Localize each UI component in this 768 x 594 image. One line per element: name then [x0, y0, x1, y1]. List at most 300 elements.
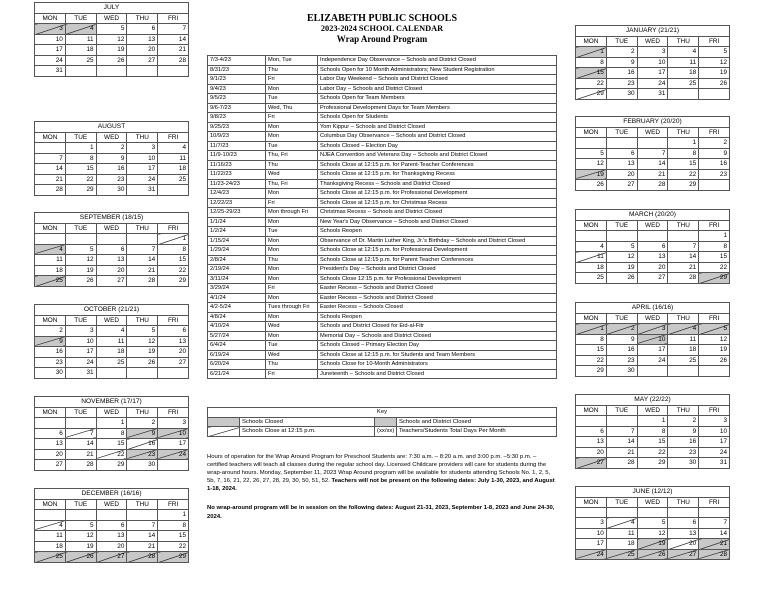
- hours-note: [207, 453, 557, 493]
- day-cell: 22: [668, 169, 699, 180]
- day-cell: 6: [96, 520, 127, 531]
- event-row: [208, 151, 557, 161]
- event-row: [208, 265, 557, 275]
- day-cell: 22: [576, 355, 607, 366]
- day-cell: 18: [96, 347, 127, 358]
- day-cell: 22: [158, 265, 189, 276]
- day-cell: 29: [699, 273, 730, 284]
- day-cell: 25: [65, 55, 96, 66]
- day-cell: 5: [606, 241, 637, 252]
- event-description: Observance of Dr. Martin Luther King, Jr.'s Birthday – Schools and District Closed: [318, 236, 557, 246]
- day-cell: 11: [158, 153, 189, 164]
- calendar-year-title: 2023-2024 SCHOOL CALENDAR: [320, 24, 444, 33]
- weekday-header: WED: [96, 315, 127, 326]
- day-cell: 13: [668, 528, 699, 539]
- event-row: [208, 189, 557, 199]
- key-swatch-district-closed: [375, 417, 397, 427]
- day-cell: 20: [158, 347, 189, 358]
- day-cell: 21: [127, 541, 158, 552]
- day-cell: 22: [96, 449, 127, 460]
- day-cell: 28: [35, 185, 66, 196]
- day-cell: [158, 460, 189, 471]
- event-day: Mon: [266, 84, 318, 94]
- day-cell: 31: [699, 458, 730, 469]
- month-title: JANUARY (21/21): [576, 26, 730, 37]
- event-description: Thanksgiving Recess – Schools and District Closed: [318, 179, 557, 189]
- month-title: JUNE (12/12): [576, 487, 730, 498]
- day-cell: 11: [35, 255, 66, 266]
- day-cell: 14: [127, 531, 158, 542]
- day-cell: 6: [35, 428, 66, 439]
- events-table: [207, 55, 557, 379]
- event-date: 11/16/23: [208, 160, 266, 170]
- day-cell: 6: [576, 426, 607, 437]
- event-date: 9/4/23: [208, 84, 266, 94]
- day-cell: 10: [699, 426, 730, 437]
- day-cell: 30: [606, 89, 637, 100]
- district-title: ELIZABETH PUBLIC SCHOOLS: [306, 13, 458, 24]
- event-row: [208, 322, 557, 332]
- weekday-header: THU: [668, 313, 699, 324]
- day-cell: 20: [96, 265, 127, 276]
- event-row: [208, 217, 557, 227]
- day-cell: 7: [668, 241, 699, 252]
- day-cell: 5: [699, 324, 730, 335]
- event-description: New Year's Day Observance – Schools and District Closed: [318, 217, 557, 227]
- day-cell: 5: [699, 47, 730, 58]
- day-cell: 23: [606, 78, 637, 89]
- day-cell: 15: [158, 255, 189, 266]
- event-day: Mon: [266, 312, 318, 322]
- event-date: 3/29/24: [208, 284, 266, 294]
- day-cell: 10: [65, 336, 96, 347]
- weekday-header: WED: [637, 220, 668, 231]
- day-cell: 21: [35, 174, 66, 185]
- key-label-xx: Teachers/Students Total Days Per Month: [397, 427, 557, 437]
- hours-note-bold: Teachers will not be present on the following dates: July 1-30, 2023, and August 1-18, 2024.: [207, 478, 555, 493]
- day-cell: 4: [576, 241, 607, 252]
- event-day: Mon: [266, 293, 318, 303]
- day-cell: 21: [65, 449, 96, 460]
- event-day: Mon, Tue: [266, 56, 318, 66]
- day-cell: 14: [158, 34, 189, 45]
- day-cell: 6: [637, 241, 668, 252]
- day-cell: 21: [668, 262, 699, 273]
- day-cell: 29: [158, 276, 189, 287]
- day-cell: 25: [576, 273, 607, 284]
- day-cell: 13: [576, 437, 607, 448]
- day-cell: 31: [127, 185, 158, 196]
- day-cell: [158, 66, 189, 77]
- month-calendar: [575, 116, 730, 191]
- event-row: [208, 227, 557, 237]
- day-cell: [127, 510, 158, 521]
- event-day: Mon: [266, 246, 318, 256]
- day-cell: 17: [35, 45, 66, 56]
- event-description: Memorial Day – Schools and District Closed: [318, 331, 557, 341]
- day-cell: 10: [127, 153, 158, 164]
- no-program-note-text: No wrap-around program will be in session on the following dates: August 21-31, 2023, September 1-8, 2023 and June 24-30, 2024.: [207, 505, 555, 520]
- event-row: [208, 274, 557, 284]
- event-row: [208, 331, 557, 341]
- weekday-header: MON: [35, 223, 66, 234]
- weekday-header: TUE: [606, 405, 637, 416]
- day-cell: [65, 234, 96, 245]
- event-day: Mon: [266, 274, 318, 284]
- weekday-header: WED: [96, 132, 127, 143]
- day-cell: 8: [637, 426, 668, 437]
- weekday-header: FRI: [699, 497, 730, 508]
- event-day: Thu: [266, 160, 318, 170]
- day-cell: 11: [35, 531, 66, 542]
- day-cell: 3: [35, 24, 66, 35]
- event-date: 4/8/24: [208, 312, 266, 322]
- weekday-header: TUE: [65, 223, 96, 234]
- event-date: 10/9/23: [208, 132, 266, 142]
- day-cell: 15: [576, 68, 607, 79]
- event-row: [208, 75, 557, 85]
- weekday-header: TUE: [606, 497, 637, 508]
- day-cell: 5: [96, 24, 127, 35]
- day-cell: 18: [35, 265, 66, 276]
- event-row: [208, 122, 557, 132]
- event-date: 6/20/24: [208, 360, 266, 370]
- day-cell: 19: [637, 539, 668, 550]
- event-description: Schools Close 12:15 p.m. for Professional Development: [318, 274, 557, 284]
- event-date: 1/15/24: [208, 236, 266, 246]
- event-date: 12/22/23: [208, 198, 266, 208]
- day-cell: 9: [35, 336, 66, 347]
- month-title: MAY (22/22): [576, 395, 730, 406]
- weekday-header: FRI: [158, 13, 189, 24]
- day-cell: 14: [637, 159, 668, 170]
- day-cell: 5: [637, 518, 668, 529]
- day-cell: 25: [35, 276, 66, 287]
- day-cell: 10: [576, 528, 607, 539]
- event-description: Schools Close at 12:15 p.m. for Parent Teacher Conferences: [318, 255, 557, 265]
- day-cell: 28: [65, 460, 96, 471]
- day-cell: 7: [158, 24, 189, 35]
- day-cell: [35, 143, 66, 154]
- event-date: 9/25/23: [208, 122, 266, 132]
- day-cell: [127, 368, 158, 379]
- event-row: [208, 312, 557, 322]
- day-cell: [606, 231, 637, 242]
- event-date: 1/2/24: [208, 227, 266, 237]
- event-row: [208, 369, 557, 379]
- event-day: Tues through Fri: [266, 303, 318, 313]
- day-cell: 11: [668, 334, 699, 345]
- event-row: [208, 303, 557, 313]
- day-cell: 8: [158, 244, 189, 255]
- day-cell: 28: [127, 552, 158, 563]
- event-description: Schools Open for Team Members: [318, 94, 557, 104]
- weekday-header: THU: [668, 405, 699, 416]
- day-cell: [96, 368, 127, 379]
- weekday-header: TUE: [65, 407, 96, 418]
- day-cell: 18: [668, 345, 699, 356]
- day-cell: 6: [606, 148, 637, 159]
- day-cell: [65, 418, 96, 429]
- event-description: Labor Day – Schools and District Closed: [318, 84, 557, 94]
- event-description: Professional Development Days for Team Members: [318, 103, 557, 113]
- event-day: Fri: [266, 113, 318, 123]
- day-cell: 23: [606, 355, 637, 366]
- key-xx-symbol: (xx/xx): [375, 427, 397, 437]
- day-cell: 15: [96, 439, 127, 450]
- day-cell: 27: [668, 549, 699, 560]
- weekday-header: TUE: [606, 127, 637, 138]
- day-cell: 7: [127, 244, 158, 255]
- event-day: Mon: [266, 122, 318, 132]
- event-row: [208, 236, 557, 246]
- day-cell: 31: [35, 66, 66, 77]
- day-cell: 7: [637, 148, 668, 159]
- event-description: Schools Close at 12:15 p.m. for Professional Development: [318, 246, 557, 256]
- month-calendar: [575, 486, 730, 560]
- day-cell: 27: [96, 276, 127, 287]
- event-row: [208, 350, 557, 360]
- month-title: FEBRUARY (20/20): [576, 117, 730, 128]
- weekday-header: MON: [576, 36, 607, 47]
- month-title: AUGUST: [35, 122, 189, 133]
- day-cell: [637, 231, 668, 242]
- weekday-header: WED: [637, 36, 668, 47]
- day-cell: 11: [668, 57, 699, 68]
- weekday-header: FRI: [158, 223, 189, 234]
- month-calendar: [34, 121, 189, 196]
- day-cell: 21: [127, 265, 158, 276]
- month-calendar: [34, 212, 189, 287]
- weekday-header: FRI: [158, 499, 189, 510]
- event-row: [208, 284, 557, 294]
- weekday-header: THU: [127, 132, 158, 143]
- event-day: Tue: [266, 341, 318, 351]
- weekday-header: THU: [127, 407, 158, 418]
- day-cell: 12: [96, 34, 127, 45]
- day-cell: 14: [65, 439, 96, 450]
- event-description: Schools Closed – Primary Election Day: [318, 341, 557, 351]
- day-cell: 24: [127, 174, 158, 185]
- day-cell: 4: [35, 244, 66, 255]
- day-cell: 26: [699, 78, 730, 89]
- event-description: Schools Open for Students: [318, 113, 557, 123]
- weekday-header: TUE: [65, 132, 96, 143]
- day-cell: 25: [668, 355, 699, 366]
- event-row: [208, 141, 557, 151]
- month-title: JULY: [35, 3, 189, 14]
- day-cell: 22: [699, 262, 730, 273]
- day-cell: 14: [606, 437, 637, 448]
- day-cell: 3: [637, 47, 668, 58]
- key-label-closed: Schools Closed: [240, 417, 375, 427]
- day-cell: 25: [35, 552, 66, 563]
- weekday-header: FRI: [158, 315, 189, 326]
- weekday-header: WED: [637, 313, 668, 324]
- day-cell: 30: [35, 368, 66, 379]
- day-cell: 30: [127, 460, 158, 471]
- day-cell: 7: [35, 153, 66, 164]
- weekday-header: MON: [576, 497, 607, 508]
- event-description: Schools Close at 12:15 p.m. for Thanksgiving Recess: [318, 170, 557, 180]
- day-cell: 17: [699, 437, 730, 448]
- day-cell: 5: [65, 520, 96, 531]
- event-day: Mon: [266, 331, 318, 341]
- event-row: [208, 84, 557, 94]
- event-description: Christmas Recess – Schools and District Closed: [318, 208, 557, 218]
- day-cell: 24: [158, 449, 189, 460]
- day-cell: 21: [637, 169, 668, 180]
- day-cell: 4: [65, 24, 96, 35]
- day-cell: 6: [668, 518, 699, 529]
- event-description: Schools and District Closed for Eid-al-Fitr: [318, 322, 557, 332]
- weekday-header: FRI: [699, 127, 730, 138]
- day-cell: [576, 416, 607, 427]
- day-cell: 2: [35, 326, 66, 337]
- day-cell: [35, 510, 66, 521]
- day-cell: 1: [158, 510, 189, 521]
- day-cell: [158, 368, 189, 379]
- day-cell: 10: [637, 334, 668, 345]
- event-date: 11/22/23: [208, 170, 266, 180]
- day-cell: 11: [606, 528, 637, 539]
- day-cell: 23: [699, 169, 730, 180]
- event-day: Wed, Thu: [266, 103, 318, 113]
- month-calendar: [575, 25, 730, 100]
- day-cell: 8: [158, 520, 189, 531]
- day-cell: 4: [668, 47, 699, 58]
- event-day: Tue: [266, 227, 318, 237]
- day-cell: 7: [65, 428, 96, 439]
- event-description: Schools Reopen: [318, 312, 557, 322]
- day-cell: [65, 66, 96, 77]
- day-cell: 14: [127, 255, 158, 266]
- day-cell: [668, 89, 699, 100]
- event-date: 4/1/24: [208, 293, 266, 303]
- day-cell: 18: [65, 45, 96, 56]
- day-cell: 17: [637, 68, 668, 79]
- event-day: Wed: [266, 322, 318, 332]
- day-cell: 29: [637, 458, 668, 469]
- event-row: [208, 246, 557, 256]
- event-description: Schools Closed – Election Day: [318, 141, 557, 151]
- day-cell: 16: [668, 437, 699, 448]
- day-cell: 10: [35, 34, 66, 45]
- weekday-header: THU: [127, 315, 158, 326]
- event-day: Mon: [266, 265, 318, 275]
- day-cell: 15: [65, 164, 96, 175]
- day-cell: 19: [699, 68, 730, 79]
- day-cell: 4: [606, 518, 637, 529]
- day-cell: 3: [127, 143, 158, 154]
- weekday-header: TUE: [65, 13, 96, 24]
- day-cell: 12: [65, 531, 96, 542]
- event-date: 11/9-10/23: [208, 151, 266, 161]
- day-cell: 27: [35, 460, 66, 471]
- weekday-header: FRI: [699, 36, 730, 47]
- day-cell: 24: [65, 357, 96, 368]
- weekday-header: THU: [127, 13, 158, 24]
- day-cell: 29: [65, 185, 96, 196]
- month-title: NOVEMBER (17/17): [35, 397, 189, 408]
- day-cell: 9: [96, 153, 127, 164]
- day-cell: 28: [637, 180, 668, 191]
- month-calendar: [575, 302, 730, 377]
- weekday-header: MON: [35, 315, 66, 326]
- day-cell: 12: [699, 334, 730, 345]
- weekday-header: FRI: [699, 313, 730, 324]
- month-title: OCTOBER (21/21): [35, 305, 189, 316]
- event-description: Schools Close for 10-Month Administrators: [318, 360, 557, 370]
- day-cell: 24: [637, 78, 668, 89]
- day-cell: 19: [606, 262, 637, 273]
- event-row: [208, 65, 557, 75]
- event-date: 5/27/24: [208, 331, 266, 341]
- day-cell: 7: [606, 426, 637, 437]
- day-cell: 12: [606, 252, 637, 263]
- day-cell: 29: [576, 366, 607, 377]
- weekday-header: TUE: [606, 36, 637, 47]
- month-calendar: [34, 2, 189, 77]
- key-swatch-1215: [208, 427, 240, 437]
- event-date: 4/2-5/24: [208, 303, 266, 313]
- program-title: Wrap Around Program: [336, 34, 428, 44]
- day-cell: 20: [35, 449, 66, 460]
- day-cell: [637, 138, 668, 149]
- day-cell: 11: [96, 336, 127, 347]
- weekday-header: FRI: [158, 132, 189, 143]
- day-cell: 27: [127, 55, 158, 66]
- weekday-header: THU: [668, 220, 699, 231]
- weekday-header: MON: [35, 499, 66, 510]
- event-day: Mon through Fri: [266, 208, 318, 218]
- event-description: Easter Recess – Schools Closed: [318, 303, 557, 313]
- day-cell: 1: [96, 418, 127, 429]
- event-date: 2/19/24: [208, 265, 266, 275]
- day-cell: 23: [127, 449, 158, 460]
- event-row: [208, 341, 557, 351]
- weekday-header: FRI: [699, 220, 730, 231]
- event-description: Yom Kippur – Schools and District Closed: [318, 122, 557, 132]
- day-cell: [668, 231, 699, 242]
- key-title: Key: [208, 408, 557, 418]
- day-cell: 15: [576, 345, 607, 356]
- event-date: 4/10/24: [208, 322, 266, 332]
- event-description: President's Day – Schools and District Closed: [318, 265, 557, 275]
- day-cell: 18: [576, 262, 607, 273]
- day-cell: 28: [127, 276, 158, 287]
- day-cell: 27: [158, 357, 189, 368]
- day-cell: 27: [637, 273, 668, 284]
- day-cell: [699, 180, 730, 191]
- day-cell: 1: [158, 234, 189, 245]
- day-cell: 8: [96, 428, 127, 439]
- day-cell: 2: [606, 324, 637, 335]
- event-date: 3/11/24: [208, 274, 266, 284]
- day-cell: 26: [606, 273, 637, 284]
- event-date: 6/4/24: [208, 341, 266, 351]
- day-cell: 12: [637, 528, 668, 539]
- day-cell: 12: [65, 255, 96, 266]
- event-day: Thu, Fri: [266, 151, 318, 161]
- day-cell: [668, 366, 699, 377]
- day-cell: 27: [576, 458, 607, 469]
- event-row: [208, 132, 557, 142]
- day-cell: 17: [576, 539, 607, 550]
- weekday-header: TUE: [606, 313, 637, 324]
- event-date: 6/19/24: [208, 350, 266, 360]
- day-cell: 1: [576, 47, 607, 58]
